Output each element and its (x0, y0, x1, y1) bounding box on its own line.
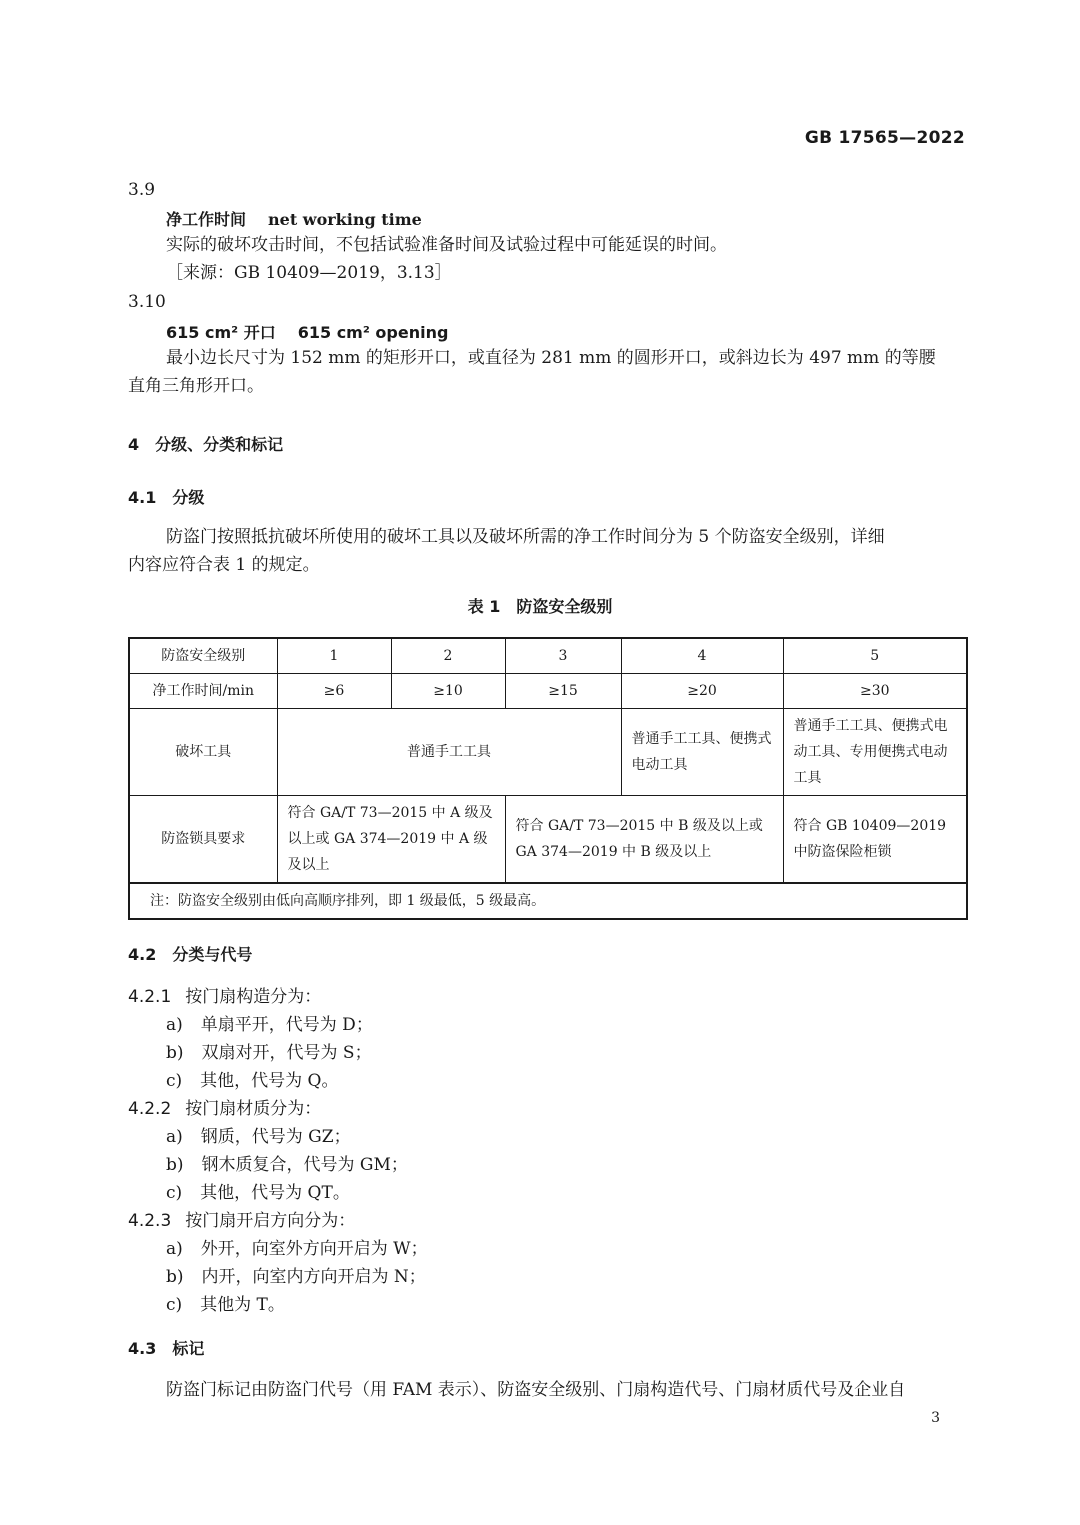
table-row (129, 638, 967, 674)
clause-4-2-2 (128, 1095, 321, 1123)
list-marker: a) (166, 1239, 183, 1259)
section-number: 4.1 (128, 488, 157, 507)
row-label-grade: 防盗安全级别 (129, 638, 277, 674)
section-heading-4-1 (128, 485, 204, 508)
clause-number-3-10: 3.10 (128, 292, 166, 312)
list-marker: a) (166, 1127, 183, 1147)
list-marker: b) (166, 1043, 184, 1063)
table-caption: 表 1 防盗安全级别 (467, 597, 613, 616)
table-row (129, 796, 967, 884)
section-heading-4-2 (128, 942, 252, 965)
list-item (166, 1291, 285, 1319)
term-3-10 (166, 320, 448, 343)
list-item (166, 1263, 426, 1291)
table-cell: ≥15 (505, 674, 621, 709)
list-marker: c) (166, 1295, 183, 1315)
list-item (166, 1067, 339, 1095)
row-label-lock: 防盗锁具要求 (129, 796, 277, 884)
section-title: 分级 (172, 488, 205, 507)
list-text: 单扇平开，代号为 D； (200, 1015, 373, 1035)
section-title: 标记 (172, 1339, 205, 1358)
table-cell: ≥10 (391, 674, 505, 709)
list-marker: b) (166, 1267, 184, 1287)
paragraph-4-1-line-1: 防盗门按照抵抗破坏所使用的破坏工具以及破坏所需的净工作时间分为 5 个防盗安全级别，详细 (166, 527, 885, 547)
list-text: 钢质，代号为 GZ； (200, 1127, 351, 1147)
table-cell: 普通手工工具、便携式电动工具、专用便携式电动工具 (783, 709, 967, 796)
term-en: 615 cm² opening (297, 323, 449, 342)
table-note: 注：防盗安全级别由低向高顺序排列，即 1 级最低，5 级最高。 (129, 883, 967, 919)
section-title: 分级、分类和标记 (155, 435, 284, 454)
list-text: 其他，代号为 QT。 (200, 1183, 350, 1203)
row-label-time: 净工作时间/min (129, 674, 277, 709)
list-text: 内开，向室内方向开启为 N； (201, 1267, 426, 1287)
list-text: 其他，代号为 Q。 (200, 1071, 339, 1091)
clause-text: 按门扇构造分为： (185, 987, 322, 1007)
table-cell: 符合 GA/T 73—2015 中 A 级及以上或 GA 374—2019 中 A 级及以上 (277, 796, 505, 884)
clause-number-3-9: 3.9 (128, 180, 156, 200)
clause-text: 按门扇材质分为： (185, 1099, 322, 1119)
list-marker: c) (166, 1071, 183, 1091)
list-text: 外开，向室外方向开启为 W； (200, 1239, 428, 1259)
paragraph-4-3-line-1: 防盗门标记由防盗门代号（用 FAM 表示）、防盗安全级别、门扇构造代号、门扇材质代号及企业自 (166, 1380, 906, 1400)
row-label-tools: 破坏工具 (129, 709, 277, 796)
list-text: 其他为 T。 (200, 1295, 285, 1315)
table-cell: ≥30 (783, 674, 967, 709)
table-row (129, 883, 967, 919)
list-text: 双扇对开，代号为 S； (201, 1043, 372, 1063)
table-cell: 3 (505, 638, 621, 674)
source-3-9: ［来源：GB 10409—2019，3.13］ (166, 263, 452, 283)
clause-number: 4.2.2 (128, 1099, 172, 1119)
table-cell: 2 (391, 638, 505, 674)
list-marker: c) (166, 1183, 183, 1203)
list-item (166, 1235, 428, 1263)
table-cell: 符合 GB 10409—2019 中防盗保险柜锁 (783, 796, 967, 884)
table-cell: ≥20 (621, 674, 783, 709)
security-grade-table (128, 637, 968, 920)
list-marker: a) (166, 1015, 183, 1035)
section-heading-4 (128, 432, 283, 455)
term-zh: 615 cm² 开口 (166, 323, 276, 342)
definition-3-10-line-1: 最小边长尺寸为 152 mm 的矩形开口，或直径为 281 mm 的圆形开口，或斜边长为 497 mm 的等腰 (166, 348, 936, 368)
table-cell: ≥6 (277, 674, 391, 709)
term-3-9 (166, 207, 422, 230)
term-zh: 净工作时间 (166, 210, 247, 229)
list-item (166, 1179, 350, 1207)
list-marker: b) (166, 1155, 184, 1175)
paragraph-4-1-line-2: 内容应符合表 1 的规定。 (128, 555, 320, 575)
table-cell: 符合 GA/T 73—2015 中 B 级及以上或 GA 374—2019 中 B 级及以上 (505, 796, 783, 884)
table-cell: 5 (783, 638, 967, 674)
list-text: 钢木质复合，代号为 GM； (201, 1155, 408, 1175)
page-number: 3 (931, 1410, 940, 1426)
section-title: 分类与代号 (172, 945, 253, 964)
table-cell: 4 (621, 638, 783, 674)
list-item (166, 1123, 351, 1151)
list-item (166, 1151, 408, 1179)
list-item (166, 1011, 373, 1039)
clause-4-2-3 (128, 1207, 355, 1235)
document-code: GB 17565—2022 (804, 128, 965, 148)
list-item (166, 1039, 372, 1067)
section-number: 4.3 (128, 1339, 157, 1358)
clause-number: 4.2.1 (128, 987, 172, 1007)
clause-text: 按门扇开启方向分为： (185, 1211, 356, 1231)
clause-number: 4.2.3 (128, 1211, 172, 1231)
clause-4-2-1 (128, 983, 321, 1011)
definition-3-10-line-2: 直角三角形开口。 (128, 376, 264, 396)
table-cell: 1 (277, 638, 391, 674)
term-en: net working time (268, 210, 422, 229)
table-row (129, 674, 967, 709)
table-row (129, 709, 967, 796)
definition-3-9: 实际的破坏攻击时间，不包括试验准备时间及试验过程中可能延误的时间。 (166, 235, 727, 255)
table-cell: 普通手工工具、便携式电动工具 (621, 709, 783, 796)
section-number: 4.2 (128, 945, 157, 964)
section-heading-4-3 (128, 1336, 204, 1359)
section-number: 4 (128, 435, 140, 454)
table-cell: 普通手工工具 (277, 709, 621, 796)
